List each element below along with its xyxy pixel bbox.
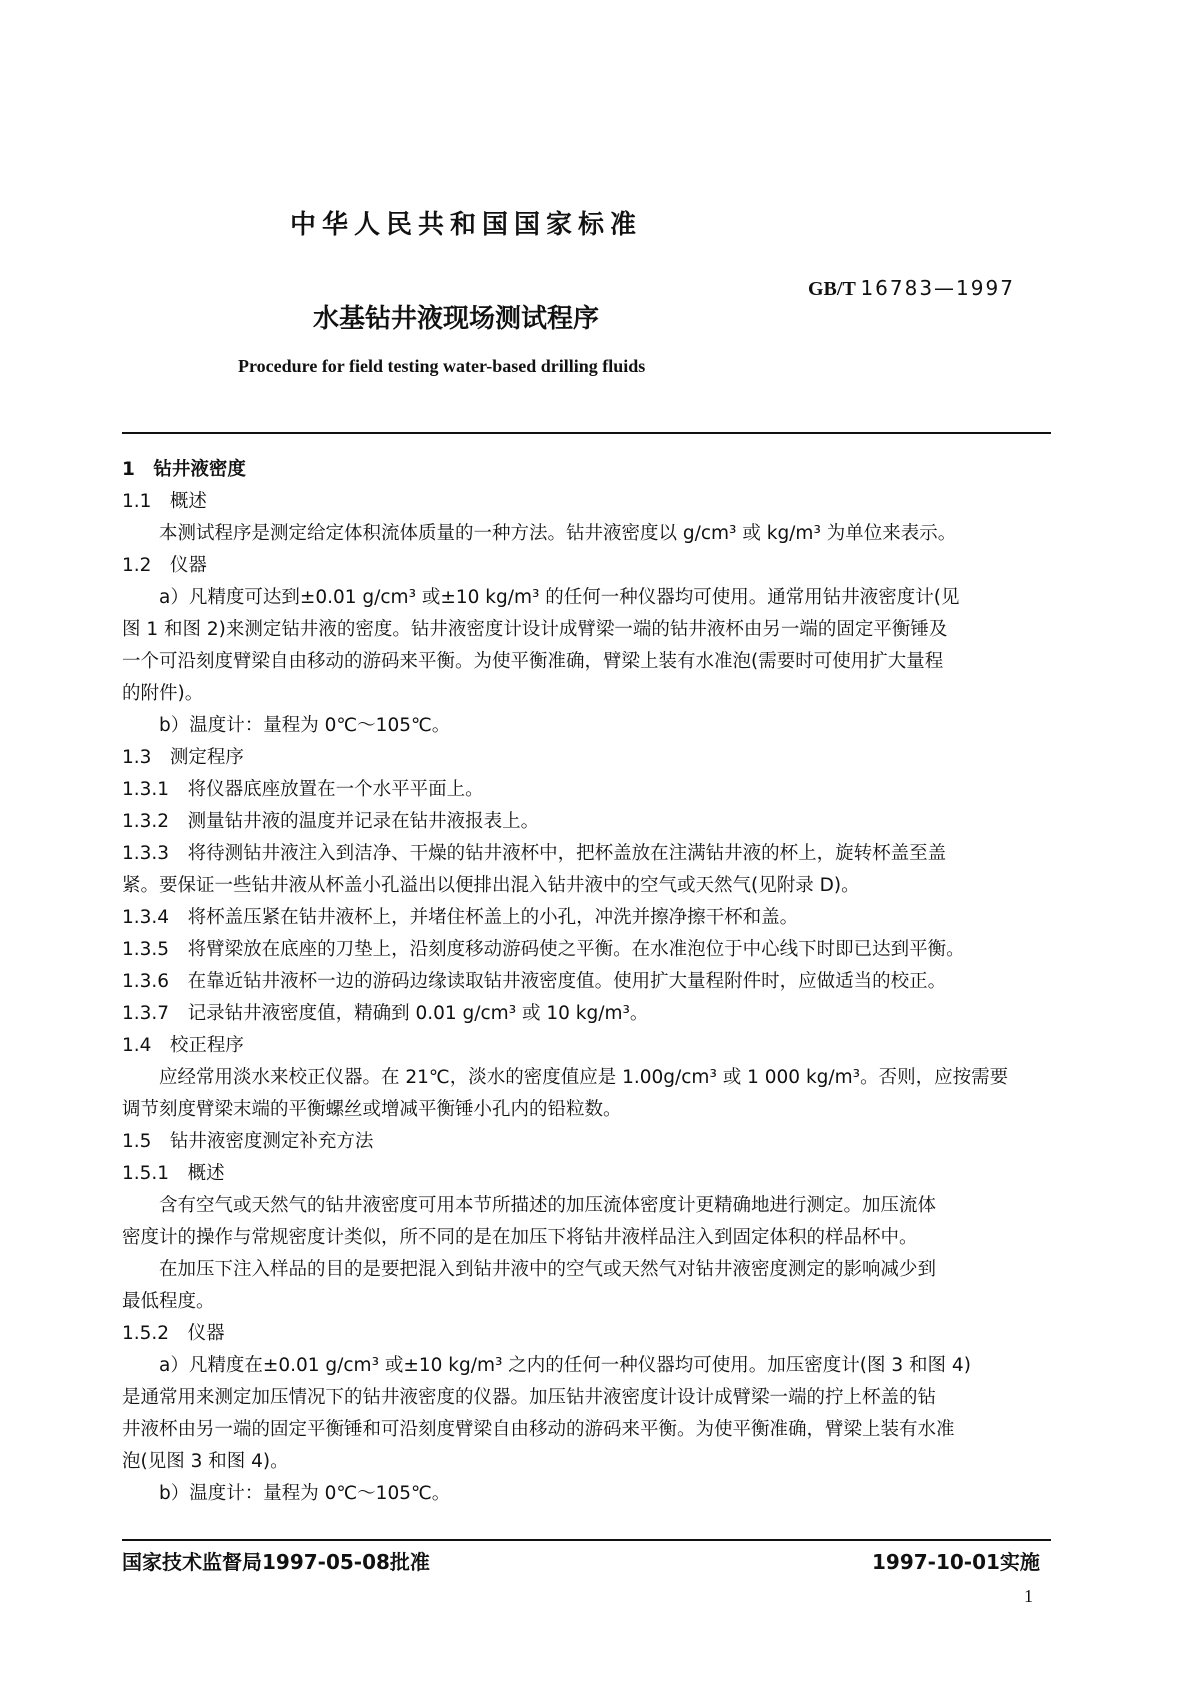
clause-line: 1.3.1 将仪器底座放置在一个水平平面上。 <box>122 778 484 800</box>
standard-code <box>808 276 1015 301</box>
standard-code-number: 16783—1997 <box>860 276 1015 300</box>
footer-divider <box>122 1539 1051 1541</box>
header-divider <box>122 432 1051 434</box>
clause-line: 1.3.7 记录钻井液密度值，精确到 0.01 g/cm³ 或 10 kg/m³。 <box>122 1002 649 1024</box>
paragraph-line: 在加压下注入样品的目的是要把混入到钻井液中的空气或天然气对钻井液密度测定的影响减少到 <box>159 1258 937 1280</box>
page-number: 1 <box>1024 1586 1033 1606</box>
subsection-heading: 1.5 钻井液密度测定补充方法 <box>122 1130 374 1152</box>
clause-line: 1.3.3 将待测钻井液注入到洁净、干燥的钻井液杯中，把杯盖放在注满钻井液的杯上，旋转杯盖至盖 <box>122 842 947 864</box>
paragraph-line: b）温度计：量程为 0℃～105℃。 <box>159 714 451 736</box>
subsection-heading: 1.3 测定程序 <box>122 746 244 768</box>
paragraph-line: 调节刻度臂梁末端的平衡螺丝或增减平衡锤小孔内的铅粒数。 <box>122 1098 622 1120</box>
paragraph-line: a）凡精度在±0.01 g/cm³ 或±10 kg/m³ 之内的任何一种仪器均可使用。加压密度计(图 3 和图 4) <box>159 1354 971 1376</box>
document-title-cn: 水基钻井液现场测试程序 <box>313 304 600 334</box>
document-body <box>122 456 1052 1511</box>
standard-category: 中华人民共和国国家标准 <box>290 210 643 240</box>
clause-line: 紧。要保证一些钻井液从杯盖小孔溢出以便排出混入钻井液中的空气或天然气(见附录 D)。 <box>122 874 860 896</box>
approval-date: 国家技术监督局1997-05-08批准 <box>122 1550 430 1574</box>
paragraph-line: 图 1 和图 2)来测定钻井液的密度。钻井液密度计设计成臂梁一端的钻井液杯由另一端的固定平衡锤及 <box>122 618 948 640</box>
subsection-heading: 1.2 仪器 <box>122 554 207 576</box>
paragraph-line: 是通常用来测定加压情况下的钻井液密度的仪器。加压钻井液密度计设计成臂梁一端的拧上杯盖的钻 <box>122 1386 937 1408</box>
clause-line: 1.3.2 测量钻井液的温度并记录在钻井液报表上。 <box>122 810 540 832</box>
paragraph-line: 含有空气或天然气的钻井液密度可用本节所描述的加压流体密度计更精确地进行测定。加压流体 <box>159 1194 937 1216</box>
paragraph-line: 应经常用淡水来校正仪器。在 21℃，淡水的密度值应是 1.00g/cm³ 或 1 000 kg/m³。否则，应按需要 <box>159 1066 1009 1088</box>
clause-line: 1.3.5 将臂梁放在底座的刀垫上，沿刻度移动游码使之平衡。在水准泡位于中心线下时即已达到平衡。 <box>122 938 965 960</box>
effective-date: 1997-10-01实施 <box>872 1550 1040 1574</box>
subsection-heading: 1.4 校正程序 <box>122 1034 244 1056</box>
paragraph-line: 本测试程序是测定给定体积流体质量的一种方法。钻井液密度以 g/cm³ 或 kg/m³ 为单位来表示。 <box>159 522 957 544</box>
standard-code-prefix: GB/T <box>808 278 856 300</box>
paragraph-line: b）温度计：量程为 0℃～105℃。 <box>159 1482 451 1504</box>
paragraph-line: 井液杯由另一端的固定平衡锤和可沿刻度臂梁自由移动的游码来平衡。为使平衡准确，臂梁上装有水准 <box>122 1418 955 1440</box>
document-title-en: Procedure for field testing water-based drilling fluids <box>238 356 646 376</box>
paragraph-line: 最低程度。 <box>122 1290 215 1312</box>
clause-line: 1.3.6 在靠近钻井液杯一边的游码边缘读取钻井液密度值。使用扩大量程附件时，应做适当的校正。 <box>122 970 947 992</box>
section-heading: 1 钻井液密度 <box>122 459 246 480</box>
paragraph-line: 一个可沿刻度臂梁自由移动的游码来平衡。为使平衡准确，臂梁上装有水准泡(需要时可使用扩大量程 <box>122 650 944 672</box>
clause-line: 1.5.2 仪器 <box>122 1322 225 1344</box>
paragraph-line: 泡(见图 3 和图 4)。 <box>122 1450 289 1472</box>
clause-line: 1.3.4 将杯盖压紧在钻井液杯上，并堵住杯盖上的小孔，冲洗并擦净擦干杯和盖。 <box>122 906 799 928</box>
paragraph-line: 的附件)。 <box>122 682 204 704</box>
clause-line: 1.5.1 概述 <box>122 1162 225 1184</box>
subsection-heading: 1.1 概述 <box>122 490 207 512</box>
paragraph-line: a）凡精度可达到±0.01 g/cm³ 或±10 kg/m³ 的任何一种仪器均可使用。通常用钻井液密度计(见 <box>159 586 960 608</box>
paragraph-line: 密度计的操作与常规密度计类似，所不同的是在加压下将钻井液样品注入到固定体积的样品杯中。 <box>122 1226 918 1248</box>
